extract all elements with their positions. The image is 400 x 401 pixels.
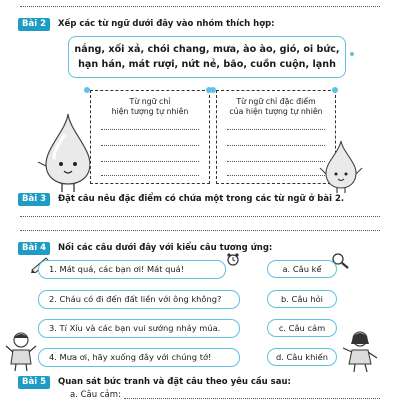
word-bank-line-2: hạn hán, mát rượi, nứt nẻ, bão, cuồn cuộn, lạnh: [78, 59, 336, 70]
exercise-5-instruction: Quan sát bức tranh và đặt câu theo yêu cầu sau:: [58, 377, 291, 387]
exercise-5-item-a: a. Câu cảm:: [70, 390, 121, 400]
group-natural-phenomena: [90, 90, 210, 184]
sentence-2-text: 2. Cháu có đi đến đất liền với ông không?: [49, 294, 222, 304]
answer-line[interactable]: [227, 161, 325, 162]
answer-line: [20, 6, 380, 7]
word-bank-line-1: nắng, xối xả, chói chang, mưa, ào ào, gió, oi bức,: [74, 44, 340, 55]
child-illustration-icon: [340, 328, 380, 374]
answer-line[interactable]: [101, 129, 199, 130]
exercise-badge-2: Bài 2: [18, 18, 50, 31]
answer-line[interactable]: [227, 145, 325, 146]
sentence-3-text: 3. Tí Xíu và các bạn vui sướng nhảy múa.: [49, 323, 221, 333]
answer-line[interactable]: [101, 145, 199, 146]
type-cau-ke-label: a. Câu kể: [282, 264, 322, 274]
answer-line[interactable]: [101, 175, 199, 176]
type-cau-khien-label: d. Câu khiến: [275, 352, 329, 362]
type-cau-cam-label: c. Câu cảm: [278, 323, 326, 333]
type-cau-cam[interactable]: [267, 319, 337, 337]
answer-line[interactable]: [227, 129, 325, 130]
sentence-1[interactable]: [38, 260, 226, 279]
word-bank: [68, 36, 346, 78]
sentence-3[interactable]: [38, 319, 240, 338]
exercise-badge-5: Bài 5: [18, 376, 50, 389]
decor-dot: [210, 87, 216, 93]
decor-dot: [332, 87, 338, 93]
exercise-3-instruction: Đặt câu nêu đặc điểm có chứa một trong các từ ngữ ở bài 2.: [58, 194, 345, 204]
exercise-2-instruction: Xếp các từ ngữ dưới đây vào nhóm thích hợp:: [58, 19, 275, 29]
answer-line[interactable]: [124, 398, 380, 399]
child-illustration-icon: [4, 330, 38, 372]
answer-line[interactable]: [227, 175, 325, 176]
exercise-badge-3: Bài 3: [18, 193, 50, 206]
sentence-2[interactable]: [38, 290, 240, 309]
type-cau-ke[interactable]: [267, 260, 337, 278]
water-drop-mascot-icon: [318, 138, 364, 194]
exercise-badge-4: Bài 4: [18, 242, 50, 255]
answer-line[interactable]: [101, 161, 199, 162]
group-2-title-line-2: của hiện tượng tự nhiên: [229, 107, 323, 116]
sentence-4[interactable]: [38, 348, 240, 367]
exercise-4-instruction: Nối các câu dưới đây với kiểu câu tương ứng:: [58, 243, 273, 253]
group-1-title-line-1: Từ ngữ chỉ: [129, 97, 171, 106]
decor-dot: [350, 52, 354, 56]
type-cau-khien[interactable]: [267, 348, 337, 366]
alarm-clock-icon: [226, 252, 240, 266]
type-cau-hoi-label: b. Câu hỏi: [281, 294, 323, 304]
sentence-1-text: 1. Mát quá, các bạn ơi! Mát quá!: [49, 264, 185, 274]
decor-dot: [84, 87, 90, 93]
type-cau-hoi[interactable]: [267, 290, 337, 308]
group-1-title-line-2: hiện tượng tự nhiên: [111, 107, 189, 116]
answer-line[interactable]: [20, 230, 380, 231]
sentence-4-text: 4. Mưa ơi, hãy xuống đây với chúng tớ!: [49, 352, 212, 362]
group-2-title-line-1: Từ ngữ chỉ đặc điểm: [236, 97, 316, 106]
answer-line[interactable]: [20, 216, 380, 217]
